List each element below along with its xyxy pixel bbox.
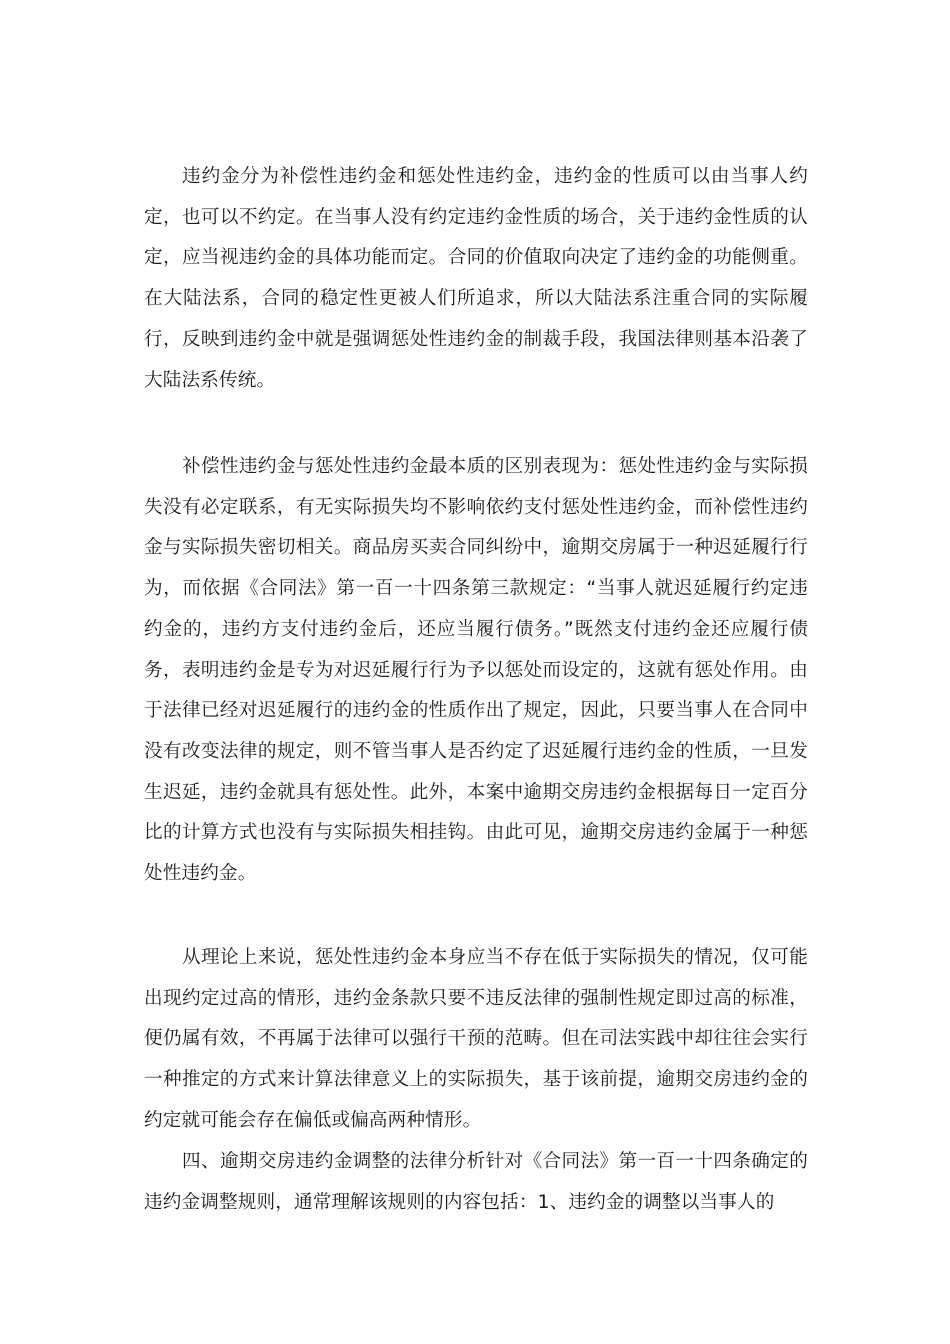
paragraph-3: 从理论上来说，惩处性违约金本身应当不存在低于实际损失的情况，仅可能出现约定过高的情形，违约金条款只要不违反法律的强制性规定即过高的标准，便仍属有效，不再属于法律可以强行干预的范畴。但在司法实践中却往往会实行一种推定的方式来计算法律意义上的实际损失，基于该前提，逾期交房违约金的约定就可能会存在偏低或偏高两种情形。 bbox=[144, 947, 808, 1131]
paragraph-1: 违约金分为补偿性违约金和惩处性违约金，违约金的性质可以由当事人约定，也可以不约定。在当事人没有约定违约金性质的场合，关于违约金性质的认定，应当视违约金的具体功能而定。合同的价值取向决定了违约金的功能侧重。在大陆法系，合同的稳定性更被人们所追求，所以大陆法系注重合同的实际履行，反映到违约金中就是强调惩处性违约金的制裁手段，我国法律则基本沿袭了大陆法系传统。 bbox=[144, 166, 808, 391]
paragraph-2: 补偿性违约金与惩处性违约金最本质的区别表现为：惩处性违约金与实际损失没有必定联系，有无实际损失均不影响依约支付惩处性违约金，而补偿性违约金与实际损失密切相关。商品房买卖合同纠纷中，逾期交房属于一种迟延履行行为，而依据《合同法》第一百一十四条第三款规定：“当事人就迟延履行约定违约金的，违约方支付违约金后，还应当履行债务。”既然支付违约金还应履行债务，表明违约金是专为对迟延履行行为予以惩处而设定的，这就有惩处作用。由于法律已经对迟延履行的违约金的性质作出了规定，因此，只要当事人在合同中没有改变法律的规定，则不管当事人是否约定了迟延履行违约金的性质，一旦发生迟延，违约金就具有惩处性。此外，本案中逾期交房违约金根据每日一定百分比的计算方式也没有与实际损失相挂钩。由此可见，逾期交房违约金属于一种惩处性违约金。 bbox=[144, 456, 808, 885]
paragraph-4: 四、逾期交房违约金调整的法律分析针对《合同法》第一百一十四条确定的违约金调整规则，通常理解该规则的内容包括：1、违约金的调整以当事人的 bbox=[144, 1151, 808, 1213]
